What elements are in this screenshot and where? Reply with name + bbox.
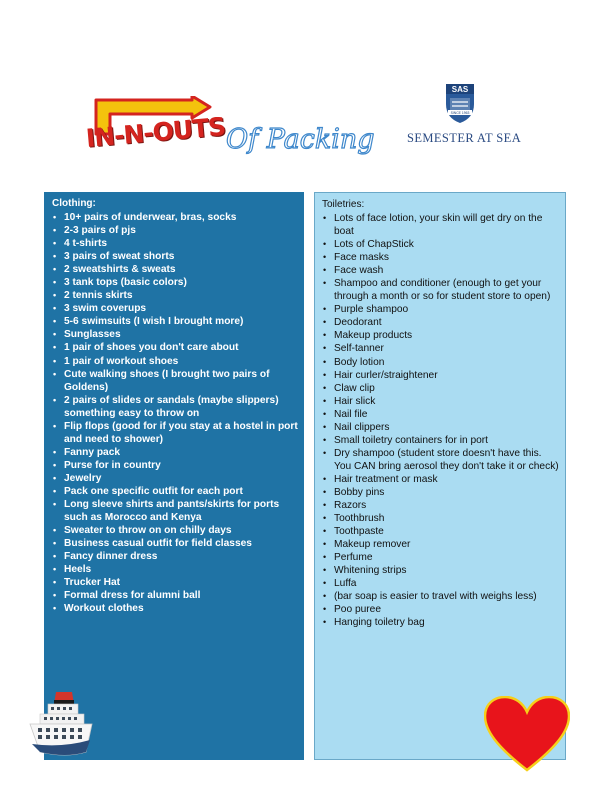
list-item: • 2 pairs of slides or sandals (maybe slippers) something easy to throw on (52, 394, 298, 420)
list-item: • Luffa (322, 577, 559, 590)
in-n-out-logo-text: IN-N-OUTS (84, 111, 227, 153)
list-item: • Sweater to throw on on chilly days (52, 524, 298, 537)
list-item: • Poo puree (322, 603, 559, 616)
list-item: • Bobby pins (322, 486, 559, 499)
list-item: • 2 tennis skirts (52, 289, 298, 302)
list-item: • Flip flops (good for if you stay at a hostel in port and need to shower) (52, 420, 298, 446)
list-item: • 4 t-shirts (52, 237, 298, 250)
list-item: • Deodorant (322, 316, 559, 329)
list-item: • 1 pair of workout shoes (52, 355, 298, 368)
list-item: • Hair slick (322, 395, 559, 408)
semester-at-sea-brand: SEMESTER AT SEA (407, 131, 522, 145)
sas-shield-icon (442, 80, 478, 124)
list-item: • Workout clothes (52, 602, 298, 615)
heart-icon (484, 696, 570, 772)
clothing-panel (44, 192, 304, 760)
list-item: • Small toiletry containers for in port (322, 434, 559, 447)
list-item: • 5-6 swimsuits (I wish I brought more) (52, 315, 298, 328)
list-item: • Shampoo and conditioner (enough to get your through a month or so for student store to open) (322, 277, 559, 303)
list-item: • Makeup products (322, 329, 559, 342)
sas-badge-text: SAS (451, 85, 469, 94)
list-item: • Self-tanner (322, 342, 559, 355)
cruise-ship-icon (26, 686, 106, 766)
list-item: • Face masks (322, 251, 559, 264)
toiletries-panel (314, 192, 566, 760)
list-item: • 10+ pairs of underwear, bras, socks (52, 211, 298, 224)
toiletries-list (322, 212, 559, 630)
list-item: • (bar soap is easier to travel with weighs less) (322, 590, 559, 603)
list-item: • Whitening strips (322, 564, 559, 577)
list-item: • Nail file (322, 408, 559, 421)
clothing-list (52, 211, 298, 615)
list-item: • 2 sweatshirts & sweats (52, 263, 298, 276)
list-item: • Long sleeve shirts and pants/skirts for ports such as Morocco and Kenya (52, 498, 298, 524)
list-item: • Face wash (322, 264, 559, 277)
list-item: • Perfume (322, 551, 559, 564)
list-item: • Business casual outfit for field classes (52, 537, 298, 550)
list-item: • Pack one specific outfit for each port (52, 485, 298, 498)
list-item: • Hair curler/straightener (322, 369, 559, 382)
list-item: • Razors (322, 499, 559, 512)
list-item: • 3 tank tops (basic colors) (52, 276, 298, 289)
list-item: • Trucker Hat (52, 576, 298, 589)
list-item: • Lots of face lotion, your skin will get dry on the boat (322, 212, 559, 238)
list-item: • 2-3 pairs of pjs (52, 224, 298, 237)
list-item: • Fanny pack (52, 446, 298, 459)
list-item: • Claw clip (322, 382, 559, 395)
list-item: • Toothbrush (322, 512, 559, 525)
list-item: • Heels (52, 563, 298, 576)
list-item: • Dry shampoo (student store doesn't have this. You CAN bring aerosol they don't take it or check) (322, 447, 559, 473)
list-item: • Body lotion (322, 356, 559, 369)
list-item: • Purse for in country (52, 459, 298, 472)
list-item: • Jewelry (52, 472, 298, 485)
list-item: • Cute walking shoes (I brought two pairs of Goldens) (52, 368, 298, 394)
packing-logo-subtitle: Of Packing (226, 124, 375, 155)
list-item: • Nail clippers (322, 421, 559, 434)
list-item: • Makeup remover (322, 538, 559, 551)
list-item: • Lots of ChapStick (322, 238, 559, 251)
list-item: • Hanging toiletry bag (322, 616, 559, 629)
list-item: • Formal dress for alumni ball (52, 589, 298, 602)
list-item: • 1 pair of shoes you don't care about (52, 341, 298, 354)
clothing-title: Clothing: (52, 198, 96, 209)
sas-badge-since: SINCE 1963 (450, 111, 470, 115)
list-item: • 3 pairs of sweat shorts (52, 250, 298, 263)
list-item: • Toothpaste (322, 525, 559, 538)
list-item: • Fancy dinner dress (52, 550, 298, 563)
list-item: • Hair treatment or mask (322, 473, 559, 486)
list-item: • 3 swim coverups (52, 302, 298, 315)
list-item: • Purple shampoo (322, 303, 559, 316)
toiletries-title: Toiletries: (322, 199, 365, 210)
list-item: • Sunglasses (52, 328, 298, 341)
